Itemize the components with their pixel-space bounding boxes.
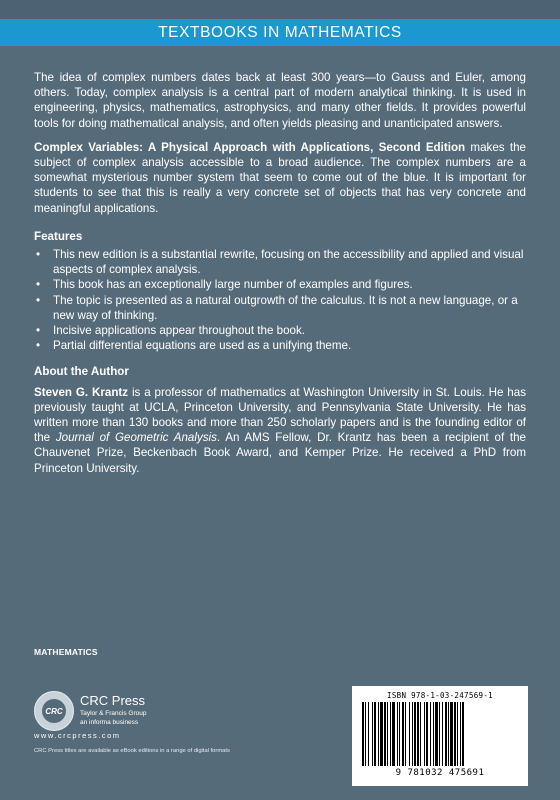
author-bio: Steven G. Krantz is a professor of mathematics at Washington University in St. Louis. He has previously taught at UCLA, Princeton University, and Pennsylvania State University. He has written more than 130 books and more than 250 scholarly papers and is the founding editor of the Journal of Geometric Analysis. An AMS Fellow, Dr. Krantz has been a recipient of the Chauvenet Prize, Beckenbach Book Award, and Kemper Prize. He received a PhD from Princeton University. bbox=[34, 385, 526, 475]
barcode-bar bbox=[430, 702, 431, 766]
barcode-bar bbox=[445, 702, 447, 766]
bullet-icon: • bbox=[36, 248, 41, 262]
barcode-bar bbox=[450, 702, 453, 766]
ebook-note: CRC Press titles are available as eBook editions in a range of digital formats bbox=[34, 748, 230, 754]
barcode-bar bbox=[374, 702, 376, 766]
description-paragraph bbox=[34, 140, 526, 216]
features-heading: Features bbox=[34, 229, 83, 243]
feature-item: • This new edition is a substantial rewrite, focusing on the accessibility and applied and visual aspects of complex analysis. bbox=[36, 248, 524, 277]
crc-logo-icon: CRC bbox=[34, 691, 74, 731]
intro-paragraph: The idea of complex numbers dates back at least 300 years—to Gauss and Euler, among others. Today, complex analysis is a central part of modern analytical thinking. It is used in engineering, physics, mathematics, astrophysics, and many other fields. It provides powerful tools for doing mathematical analysis, and often yields pleasing and unanticipated answers. bbox=[34, 71, 526, 130]
barcode-bar bbox=[448, 702, 449, 766]
feature-item: • The topic is presented as a natural outgrowth of the calculus. It is not a new language, or a new way of thinking. bbox=[36, 293, 518, 322]
barcode-bar bbox=[399, 702, 400, 766]
barcode-bar bbox=[380, 702, 383, 766]
barcode-bar bbox=[460, 702, 461, 766]
back-cover-text bbox=[34, 70, 526, 476]
bullet-icon: • bbox=[36, 324, 41, 338]
book-title: Complex Variables: A Physical Approach with Applications, Second Edition bbox=[34, 140, 466, 154]
barcode-bar bbox=[424, 702, 425, 766]
publisher-business: an informa business bbox=[80, 719, 139, 726]
barcode-bar bbox=[402, 702, 404, 766]
barcode-bar bbox=[372, 702, 373, 766]
isbn-text: ISBN 978-1-03-247569-1 bbox=[387, 691, 493, 700]
barcode-bar bbox=[420, 702, 421, 766]
features-list bbox=[34, 247, 526, 353]
series-banner bbox=[0, 19, 560, 46]
barcode-bar bbox=[439, 702, 440, 766]
subject-category: MATHEMATICS bbox=[34, 647, 98, 657]
bullet-icon: • bbox=[36, 339, 41, 353]
barcode-bar bbox=[457, 702, 458, 766]
barcode-digits: 9 781032 475691 bbox=[395, 768, 485, 778]
series-title: TEXTBOOKS IN MATHEMATICS bbox=[158, 23, 402, 41]
barcode-bar bbox=[387, 702, 388, 766]
barcode-bar bbox=[454, 702, 456, 766]
publisher-name: CRC Press bbox=[80, 693, 146, 708]
publisher-website[interactable]: www.crcpress.com bbox=[34, 731, 121, 740]
barcode-bar bbox=[405, 702, 406, 766]
feature-item: • Incisive applications appear throughout the book. bbox=[36, 324, 306, 338]
barcode-bar bbox=[362, 702, 364, 766]
publisher-group: Taylor & Francis Group bbox=[80, 710, 147, 717]
barcode-bar bbox=[414, 702, 416, 766]
barcode-bar bbox=[417, 702, 419, 766]
feature-item: • This book has an exceptionally large number of examples and figures. bbox=[36, 278, 413, 292]
barcode-bar bbox=[384, 702, 386, 766]
barcode-bar bbox=[435, 702, 438, 766]
barcode-bar bbox=[368, 702, 369, 766]
barcode-box bbox=[352, 686, 528, 786]
barcode-bar bbox=[442, 702, 443, 766]
bullet-icon: • bbox=[36, 278, 41, 292]
barcode-bar bbox=[392, 702, 395, 766]
journal-name: Journal of Geometric Analysis bbox=[55, 431, 217, 445]
barcode-bar bbox=[378, 702, 379, 766]
barcode-bar bbox=[390, 702, 391, 766]
barcode-bar bbox=[433, 702, 434, 766]
barcode-bar bbox=[409, 702, 410, 766]
bullet-icon: • bbox=[36, 293, 41, 307]
barcode-bar bbox=[397, 702, 398, 766]
barcode-bar bbox=[462, 702, 464, 766]
barcode-bar bbox=[412, 702, 413, 766]
author-name: Steven G. Krantz bbox=[34, 385, 129, 399]
description-text: makes the subject of complex analysis accessible to a broad audience. The complex numbers are a somewhat mysterious number system that seem to come out of the blue. It is important for students to see that this is really a very concrete set of objects that has very concrete and meaningful applications. bbox=[34, 140, 526, 215]
author-heading: About the Author bbox=[34, 365, 129, 379]
barcode-bar bbox=[365, 702, 366, 766]
feature-item: • Partial differential equations are used as a unifying theme. bbox=[36, 339, 352, 353]
barcode-bar bbox=[426, 702, 428, 766]
barcode-graphic bbox=[360, 702, 520, 766]
